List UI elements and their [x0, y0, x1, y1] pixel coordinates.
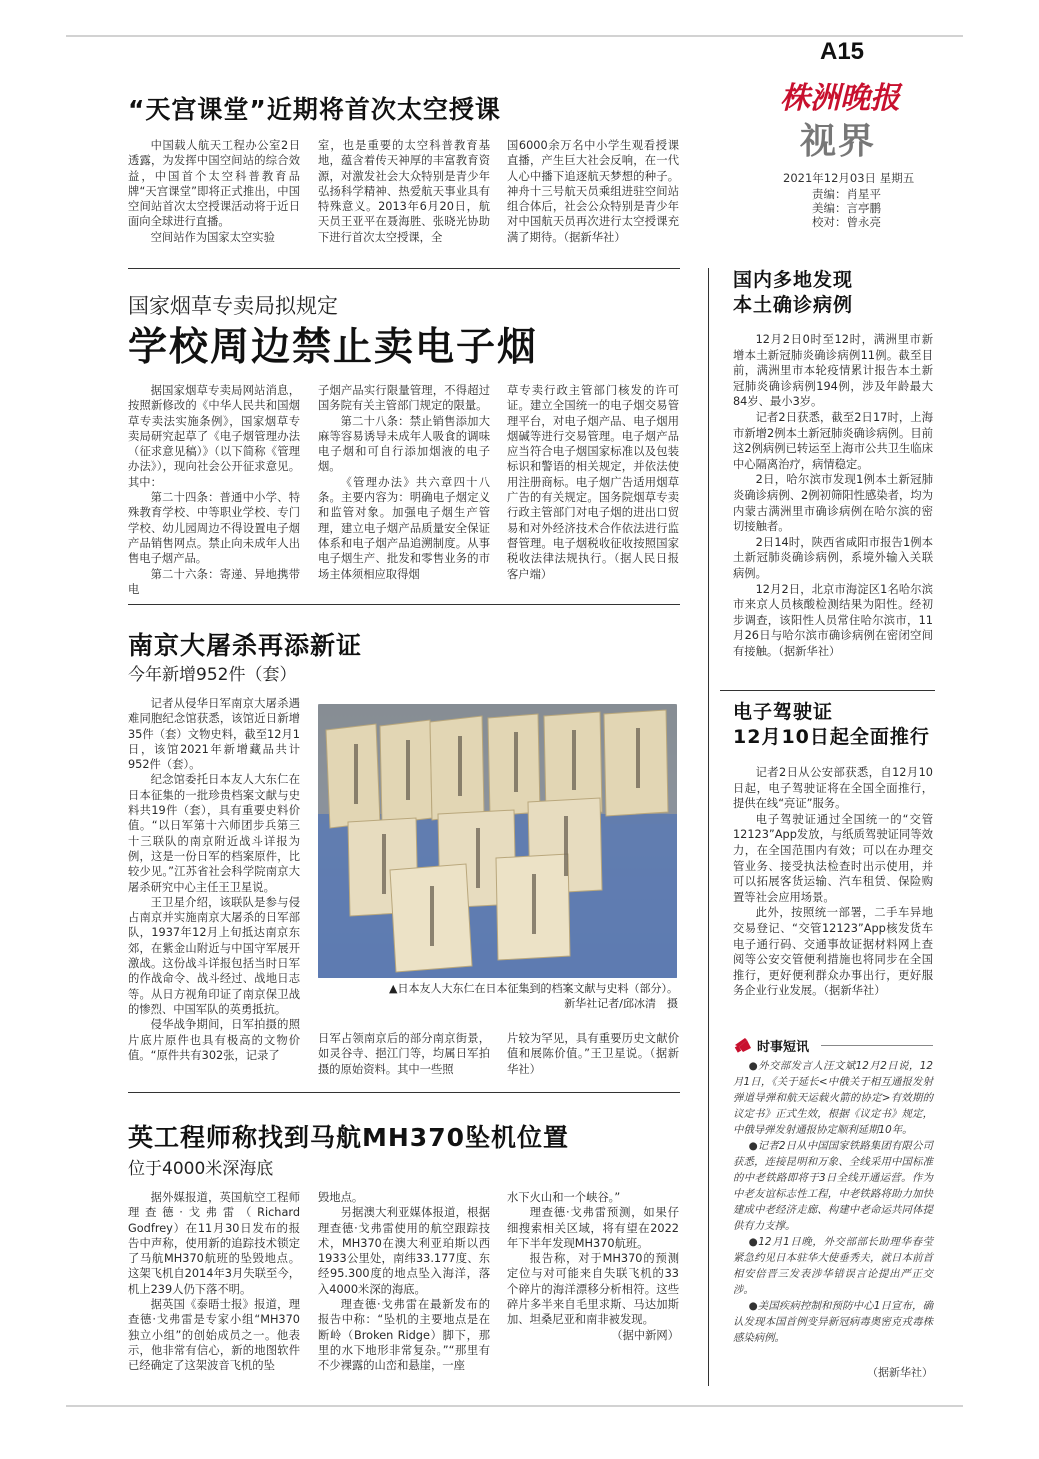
photo-credit: 新华社记者/邱冰清 摄: [564, 997, 678, 1010]
divider-1: [128, 268, 680, 269]
story4-col1-p2: 据英国《泰晤士报》报道，理查德·戈弗雷是专家小组“MH370独立小组”的创始成员之一。他表示，他非常有信心，新的地图软件已经确定了这架波音飞机的坠: [128, 1298, 300, 1373]
story2-kicker: 国家烟草专卖局拟规定: [128, 294, 338, 318]
document-photo: [318, 704, 677, 978]
story1-col3: [507, 138, 679, 258]
side2-headline-line1: 电子驾驶证: [733, 701, 834, 723]
story1-col1: [128, 138, 300, 258]
story4-col3-source: （据中新网）: [611, 1328, 679, 1342]
proofreader-credit: 校对：曾永亮: [812, 215, 881, 229]
divider-side-1: [720, 690, 935, 691]
story1-col2-p1: 室，也是重要的太空科普教育基地，蕴含着传天神厚的丰富教育资源，对激发社会大众特别是青少年弘扬科学精神、热爱航天事业具有特殊意义。2013年6月20日，航天员王亚平在聂海胜、张晓光协助下进行首次太空授课，全: [318, 139, 490, 244]
story2-headline: 学校周边禁止卖电子烟: [128, 325, 539, 370]
story1-headline: “天宫课堂”近期将首次太空授课: [128, 95, 501, 124]
story4-col1-p1: 据外媒报道，英国航空工程师理查德·戈弗雷（Richard Godfrey）在11月30日发布的报告中声称，使用新的追踪技术锁定了马航MH370航班的坠毁地点。这架飞机自2014年3月失联至今，机上239人仍下落不明。: [128, 1191, 300, 1296]
story2-col3: [507, 383, 679, 583]
story4-col3: [507, 1190, 679, 1382]
story4-col2-p1: 毁地点。: [318, 1191, 364, 1204]
side1-headline-line2: 本土确诊病例: [733, 294, 854, 316]
story3-col1-p4: 侵华战争期间，日军拍摄的照片底片原件也具有极高的文物价值。“原件共有302张，记录了: [128, 1018, 300, 1062]
story3-col2: [318, 1031, 490, 1077]
story2-col1-p2: 第二十四条：普通中小学、特殊教育学校、中等职业学校、专门学校、幼儿园周边不得设置电子烟产品销售网点。禁止向未成年人出售电子烟产品。: [128, 491, 300, 566]
side2-p3: 此外，按照统一部署，二手车异地交易登记、“交管12123”App核发货车电子通行码、交通事故证据材料网上查阅等公安交管便利措施也将同步在全国推行，更好便利群众办事出行，更好服务企业行业发展。（据新华社）: [733, 906, 933, 998]
story1-col2: [318, 138, 490, 258]
editor-credit: 责编：肖星平: [812, 187, 881, 201]
story3-subhead: 今年新增952件（套）: [128, 665, 297, 685]
story2-col1: [128, 383, 300, 596]
story4-col3-p1: 水下火山和一个峡谷。”: [507, 1191, 621, 1204]
side2-p2: 电子驾驶证通过全国统一的“交管12123”App发放，与纸质驾驶证同等效力，在全国范围内有效；可以在办理交管业务、接受执法检查时出示使用，并可以拓展客货运输、汽车租赁、保险购置等社会应用场景。: [733, 812, 933, 904]
story4-col2-p3: 理查德·戈弗雷在最新发布的报告中称：“坠机的主要地点是在断岭（Broken Ridge）脚下，那里的水下地形非常复杂。”“那里有不少裸露的山峦和悬崖，一座: [318, 1298, 490, 1373]
story3-col3-p1: 片较为罕见，具有重要历史文献价值和展陈价值。”王卫星说。（据新华社）: [507, 1032, 679, 1076]
story2-col3-p1: 草专卖行政主管部门核发的许可证。建立全国统一的电子烟交易管理平台，对电子烟产品、电子烟用烟碱等进行交易管理。电子烟产品应当符合电子烟国家标准以及包装标识和警语的相关规定，并依法使用注册商标。电子烟广告适用烟草广告的有关规定。国务院烟草专卖行政主管部门对电子烟的进出口贸易和对外经济技术合作依法进行监督管理。电子烟税收征收按照国家税收法律法规执行。（据人民日报客户端）: [507, 384, 679, 581]
bottom-rule: [66, 1405, 963, 1407]
brief-item-1: ●外交部发言人汪文斌12月2日说，12月1日，《关于延长<中俄关于相互通报发射弹道导弹和航天运载火箭的协定>有效期的议定书》正式生效，根据《议定书》规定，中俄导弹发射通报协定顺利延期10年。: [733, 1060, 933, 1136]
story4-col2-p2: 另据澳大利亚媒体报道，根据理查德·戈弗雷使用的航空跟踪技术，MH370在澳大利亚珀斯以西1933公里处，南纬33.177度、东经95.300度的地点坠入海洋，落入4000米深的海底。: [318, 1206, 490, 1296]
section-name: 视界: [800, 120, 877, 162]
story2-col2-p3: 《管理办法》共六章四十八条。主要内容为：明确电子烟定义和监管对象。加强电子烟生产管理，建立电子烟产品质量安全保证体系和电子烟产品追溯制度。从事电子烟生产、批发和零售业务的市场主体须相应取得烟: [318, 475, 490, 581]
brief-item-4: ●美国疾病控制和预防中心1日宣布，确认发现本国首例变异新冠病毒奥密克戎毒株感染病例。: [733, 1300, 933, 1344]
story4-col1: [128, 1190, 300, 1382]
story1-col3-p1: 国6000余万名中小学生观看授课直播，产生巨大社会反响，在一代人心中播下追逐航天梦想的种子。神舟十三号航天员乘组进驻空间站组合体后，社会公众特别是青少年对中国航天员再次进行太空授课充满了期待。（据新华社）: [507, 139, 679, 244]
story3-col2-p1: 日军占领南京后的部分南京街景，如灵谷寺、挹江门等，均属日军拍摄的原始资料。其中一些照: [318, 1032, 490, 1076]
issue-date: 2021年12月03日 星期五: [783, 171, 915, 185]
story1-col1-p2: 空间站作为国家太空实验: [150, 230, 275, 244]
archive-folders-illustration: [318, 704, 677, 978]
briefs-body: [733, 1058, 933, 1364]
story2-col2-p2: 第二十八条：禁止销售添加大麻等容易诱导未成年人吸食的调味电子烟和可自行添加烟液的电子烟。: [318, 414, 490, 474]
side1-p4: 2日14时，陕西省咸阳市报告1例本土新冠肺炎确诊病例，系境外输入关联病例。: [733, 535, 933, 580]
divider-3: [128, 1092, 680, 1093]
story4-col2: [318, 1190, 490, 1382]
sidebar-divider: [708, 268, 709, 1386]
brief-item-2: ●记者2日从中国国家铁路集团有限公司获悉，连接昆明和万象、全线采用中国标准的中老铁路即将于3日全线开通运营。作为中老友谊标志性工程，中老铁路将助力加快建成中老经济走廊、构建中老命运共同体提供有力支撑。: [733, 1140, 933, 1232]
story4-col3-p3: 报告称，对于MH370的预测定位与对可能来自失联飞机的33个碎片的海洋漂移分析相符。这些碎片多半来自毛里求斯、马达加斯加、坦桑尼亚和南非被发现。: [507, 1252, 679, 1327]
side1-p5: 12月2日，北京市海淀区1名哈尔滨市来京人员核酸检测结果为阳性。经初步调查，该阳性人员常住哈尔滨市，11月26日与哈尔滨市确诊病例在密闭空间有接触。（据新华社）: [733, 582, 933, 658]
story3-col1-p3: 王卫星介绍，该联队是参与侵占南京并实施南京大屠杀的日军部队，1937年12月上旬抵达南京东郊，在紫金山附近与中国守军展开激战。这份战斗详报包括当时日军的作战命令、战斗经过、战地日志等。从日方视角印证了南京保卫战的惨烈、中国军队的英勇抵抗。: [128, 895, 300, 1016]
divider-2: [128, 604, 680, 605]
side1-headline-line1: 国内多地发现: [733, 269, 854, 291]
top-rule: [66, 35, 963, 37]
story2-col1-p1: 据国家烟草专卖局网站消息，按照新修改的《中华人民共和国烟草专卖法实施条例》，国家烟草专卖局研究起草了《电子烟管理办法（征求意见稿）》（以下简称《管理办法》），现向社会公开征求意见。其中：: [128, 384, 300, 489]
briefs-label: 时事短讯: [757, 1040, 810, 1055]
designer-credit: 美编：言亭鹏: [812, 201, 881, 215]
page-number: A15: [819, 38, 865, 65]
side1-p1: 12月2日0时至12时，满洲里市新增本土新冠肺炎确诊病例11例。截至目前，满洲里市本轮疫情累计报告本土新冠肺炎确诊病例194例，涉及年龄最大84岁、最小3岁。: [733, 333, 933, 409]
side1-p3: 2日，哈尔滨市发现1例本土新冠肺炎确诊病例、2例初筛阳性感染者，均为内蒙古满洲里市确诊病例在哈尔滨的密切接触者。: [733, 473, 933, 534]
story3-headline: 南京大屠杀再添新证: [128, 631, 363, 660]
side2-body: [733, 765, 933, 1031]
story3-col1-p2: 纪念馆委托日本友人大东仁在日本征集的一批珍贵档案文献与史料共19件（套），具有重要史料价值。“以日军第十六师团步兵第三十三联队的南京附近战斗详报为例，这是一份日军的档案原件，比较少见。”江苏省社会科学院南京大屠杀研究中心主任王卫星说。: [128, 773, 300, 894]
side1-body: [733, 332, 933, 682]
story3-col3: [507, 1031, 679, 1077]
story4-col3-p2: 理查德·戈弗雷预测，如果仔细搜索相关区域，将有望在2022年下半年发现MH370航班。: [507, 1206, 679, 1250]
story2-col2-p1: 子烟产品实行限量管理，不得超过国务院有关主管部门规定的限量。: [318, 384, 490, 413]
briefs-label-rule: [821, 1045, 933, 1046]
story1-col1-p1: 中国载人航天工程办公室2日透露，为发挥中国空间站的综合效益，中国首个太空科普教育品牌“天宫课堂”即将正式推出，中国空间站首次太空授课活动将于近日面向全球进行直播。: [128, 139, 300, 229]
side2-p1: 记者2日从公安部获悉，自12月10日起，电子驾驶证将在全国全面推行，提供在线“亮证”服务。: [733, 766, 933, 811]
story3-col1-p1: 记者从侵华日军南京大屠杀遇难同胞纪念馆获悉，该馆近日新增35件（套）文物史料，截至12月1日，该馆2021年新增藏品共计952件（套）。: [128, 697, 300, 772]
photo-caption: ▲日本友人大东仁在日本征集到的档案文献与史料（部分）。: [389, 982, 678, 995]
side1-p2: 记者2日获悉，截至2日17时，上海市新增2例本土新冠肺炎确诊病例。目前这2例病例已转运至上海市公共卫生临床中心隔离治疗，病情稳定。: [733, 410, 933, 471]
briefs-source: （据新华社）: [867, 1366, 933, 1379]
story4-headline: 英工程师称找到马航MH370坠机位置: [128, 1123, 569, 1152]
story2-col1-p3: 第二十六条：寄递、异地携带电: [128, 567, 300, 596]
paper-logo: 株洲晚报: [780, 81, 900, 116]
story2-col2: [318, 383, 490, 583]
briefs-label-box: [733, 1036, 933, 1054]
megaphone-icon: [733, 1036, 755, 1054]
brief-item-3: ●12月1日晚，外交部部长助理华春莹紧急约见日本驻华大使垂秀夫，就日本前首相安倍晋三发表涉华错误言论提出严正交涉。: [733, 1236, 933, 1296]
story3-col1: [128, 696, 300, 1062]
story4-subhead: 位于4000米深海底: [128, 1159, 274, 1179]
side2-headline-line2: 12月10日起全面推行: [733, 726, 930, 748]
